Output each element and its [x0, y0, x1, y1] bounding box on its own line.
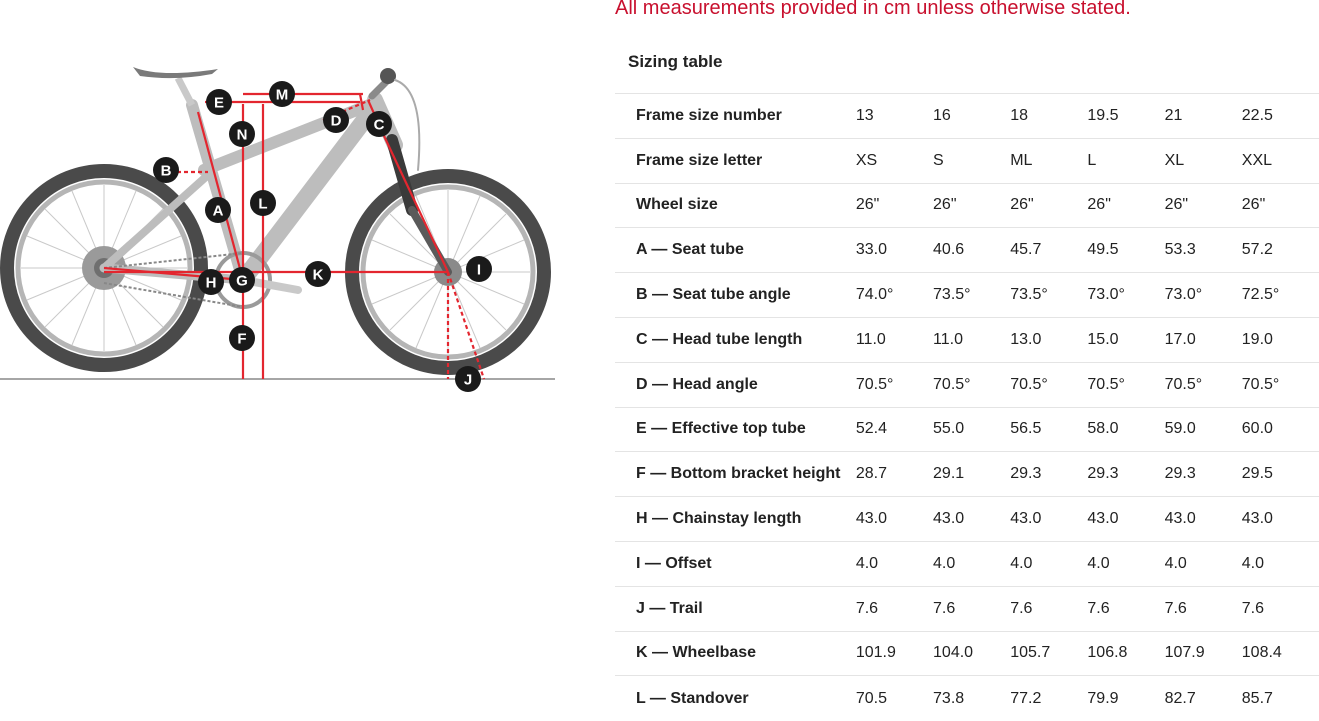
row-label: E — Effective top tube — [636, 420, 806, 438]
table-cell: 4.0 — [1241, 554, 1265, 572]
row-label: C — Head tube length — [636, 330, 803, 348]
table-cell: 104.0 — [933, 644, 974, 662]
table-cell: 15.0 — [1087, 330, 1119, 348]
table-cell: 19.5 — [1087, 106, 1119, 124]
label-N — [229, 121, 255, 147]
table-cell: 106.8 — [1087, 644, 1128, 662]
row-label: B — Seat tube angle — [636, 286, 791, 304]
table-cell: 11.0 — [855, 330, 886, 348]
label-M — [269, 81, 295, 107]
table-cell: 4.0 — [1164, 554, 1187, 572]
label-B — [153, 157, 179, 183]
table-cell: 43.0 — [855, 510, 887, 528]
sizing-table-title: Sizing table — [628, 52, 723, 71]
table-cell: 43.0 — [933, 510, 965, 528]
label-J — [455, 366, 481, 392]
table-cell: 70.5° — [1087, 375, 1125, 393]
label-A — [205, 197, 231, 223]
table-row — [615, 317, 1319, 362]
table-row — [615, 586, 1319, 631]
row-label: H — Chainstay length — [636, 510, 802, 528]
table-cell: 26" — [1164, 196, 1189, 214]
table-cell: 29.3 — [1087, 465, 1119, 483]
table-cell: 4.0 — [933, 554, 956, 572]
table-cell: 70.5° — [1241, 375, 1280, 393]
label-E — [206, 89, 232, 115]
table-cell: 73.8 — [933, 689, 965, 707]
table-cell: 79.9 — [1087, 689, 1119, 707]
table-cell: 43.0 — [1010, 510, 1042, 528]
table-cell: 82.7 — [1164, 689, 1196, 707]
row-label: I — Offset — [636, 554, 712, 572]
table-cell: 13 — [855, 106, 874, 124]
table-row — [615, 497, 1319, 542]
table-cell: 73.0° — [1087, 286, 1125, 304]
table-row — [615, 631, 1319, 676]
table-cell: 52.4 — [855, 420, 887, 438]
table-row — [615, 452, 1319, 497]
table-cell: 29.5 — [1241, 465, 1273, 483]
table-cell: 7.6 — [1164, 599, 1187, 617]
svg-text:H: H — [205, 274, 217, 292]
table-cell: 43.0 — [1241, 510, 1273, 528]
row-label: Frame size letter — [636, 151, 763, 169]
table-cell: XXL — [1241, 151, 1273, 169]
table-cell: 7.6 — [1241, 599, 1265, 617]
table-cell: 45.7 — [1010, 241, 1042, 259]
svg-text:C: C — [373, 116, 385, 134]
table-row — [615, 138, 1319, 183]
label-D — [323, 107, 349, 133]
table-cell: S — [933, 151, 944, 169]
table-cell: 26" — [933, 196, 957, 214]
measurements-notice: All measurements provided in cm unless otherwise stated. — [615, 0, 1131, 19]
table-cell: 70.5 — [855, 689, 887, 707]
table-cell: 29.1 — [933, 465, 965, 483]
table-cell: 26" — [855, 196, 880, 214]
table-cell: 28.7 — [855, 465, 887, 483]
table-row — [615, 541, 1319, 586]
table-cell: 11.0 — [933, 330, 963, 348]
saddle — [133, 67, 218, 105]
table-cell: 29.3 — [1164, 465, 1196, 483]
table-cell: 107.9 — [1164, 644, 1205, 662]
label-I — [466, 256, 492, 282]
table-row — [615, 273, 1319, 318]
table-row — [615, 362, 1319, 407]
svg-text:K: K — [312, 266, 324, 284]
label-L — [250, 190, 276, 216]
table-cell: 26" — [1241, 196, 1266, 214]
sizing-table — [615, 93, 1319, 721]
table-cell: 21 — [1164, 106, 1183, 124]
svg-text:G: G — [236, 272, 248, 290]
table-cell: 26" — [1087, 196, 1111, 214]
svg-text:I: I — [476, 261, 482, 279]
svg-text:M: M — [275, 86, 289, 104]
table-row — [615, 676, 1319, 721]
row-label: Frame size number — [636, 106, 782, 124]
table-cell: 73.5° — [933, 286, 971, 304]
table-cell: 74.0° — [855, 286, 894, 304]
svg-text:A: A — [212, 202, 224, 220]
table-cell: 22.5 — [1241, 106, 1273, 124]
row-label: Wheel size — [636, 196, 718, 214]
table-cell: 70.5° — [855, 375, 894, 393]
table-cell: 73.5° — [1010, 286, 1048, 304]
table-cell: 40.6 — [933, 241, 965, 259]
table-cell: 19.0 — [1241, 330, 1273, 348]
svg-text:J: J — [463, 371, 473, 389]
table-cell: XL — [1164, 151, 1185, 169]
table-row — [615, 183, 1319, 228]
table-cell: 59.0 — [1164, 420, 1196, 438]
table-cell: 7.6 — [933, 599, 956, 617]
table-cell: 17.0 — [1164, 330, 1196, 348]
table-cell: 56.5 — [1010, 420, 1042, 438]
table-cell: 77.2 — [1010, 689, 1042, 707]
row-label: A — Seat tube — [636, 241, 744, 259]
table-cell: 70.5° — [1010, 375, 1048, 393]
table-cell: 16 — [933, 106, 951, 124]
table-cell: 49.5 — [1087, 241, 1119, 259]
table-cell: 58.0 — [1087, 420, 1119, 438]
table-cell: 70.5° — [1164, 375, 1203, 393]
table-cell: 4.0 — [1010, 554, 1033, 572]
table-cell: 26" — [1010, 196, 1034, 214]
table-cell: 70.5° — [933, 375, 971, 393]
table-cell: 60.0 — [1241, 420, 1273, 438]
table-cell: XS — [855, 151, 878, 169]
table-cell: 85.7 — [1241, 689, 1273, 707]
label-H — [198, 269, 224, 295]
table-cell: 43.0 — [1087, 510, 1119, 528]
row-label: F — Bottom bracket height — [636, 465, 841, 483]
table-cell: 4.0 — [855, 554, 879, 572]
table-cell: 7.6 — [1087, 599, 1110, 617]
table-cell: 101.9 — [855, 644, 896, 662]
table-row — [615, 228, 1319, 273]
table-cell: 13.0 — [1010, 330, 1042, 348]
svg-text:E: E — [213, 94, 225, 112]
svg-text:B: B — [160, 162, 172, 180]
label-C — [366, 111, 392, 137]
row-label: J — Trail — [636, 599, 703, 617]
table-cell: 53.3 — [1164, 241, 1196, 259]
table-cell: 7.6 — [1010, 599, 1033, 617]
label-G — [229, 267, 255, 293]
label-K — [305, 261, 331, 287]
table-cell: L — [1087, 151, 1097, 169]
table-cell: 105.7 — [1010, 644, 1051, 662]
svg-text:N: N — [236, 126, 248, 144]
table-cell: 72.5° — [1241, 286, 1280, 304]
bike-geometry-diagram — [0, 40, 560, 400]
table-cell: 108.4 — [1241, 644, 1282, 662]
row-label: L — Standover — [636, 689, 749, 707]
svg-text:L: L — [258, 195, 268, 213]
label-F — [229, 325, 255, 351]
row-label: D — Head angle — [636, 375, 758, 393]
table-cell: ML — [1010, 151, 1033, 169]
table-cell: 33.0 — [855, 241, 887, 259]
svg-text:D: D — [330, 112, 342, 130]
table-cell: 73.0° — [1164, 286, 1203, 304]
row-label: K — Wheelbase — [636, 644, 757, 662]
table-cell: 29.3 — [1010, 465, 1042, 483]
table-row — [615, 94, 1319, 139]
table-cell: 7.6 — [855, 599, 879, 617]
table-row — [615, 407, 1319, 452]
table-cell: 57.2 — [1241, 241, 1273, 259]
table-cell: 55.0 — [933, 420, 965, 438]
table-cell: 18 — [1010, 106, 1028, 124]
table-cell: 43.0 — [1164, 510, 1196, 528]
svg-text:F: F — [237, 330, 247, 348]
table-cell: 4.0 — [1087, 554, 1110, 572]
